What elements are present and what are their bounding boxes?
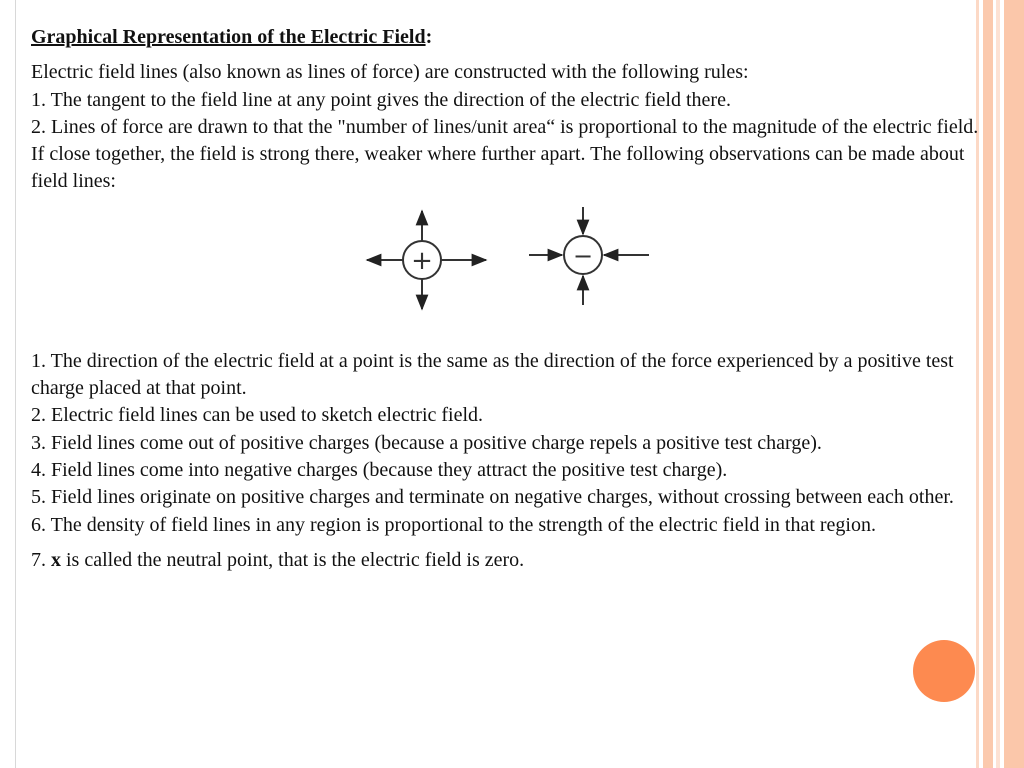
positive-charge (367, 211, 486, 309)
stripe (1004, 0, 1024, 768)
observation-4: 4. Field lines come into negative charges (because they attract the positive test charge). (31, 458, 728, 481)
rule-1: 1. The tangent to the field line at any point gives the direction of the electric field there. (31, 88, 731, 111)
stripe (996, 0, 1000, 768)
left-frame-border (0, 0, 16, 768)
heading-title: Graphical Representation of the Electric Field (31, 26, 426, 48)
observation-7-prefix: 7. (31, 548, 51, 571)
charges-figure (334, 207, 654, 317)
negative-charge (529, 207, 649, 305)
observation-1: 1. The direction of the electric field at a point is the same as the direction of the force experienced by a positive test charge placed at that point. (31, 349, 954, 400)
stripe (983, 0, 993, 768)
decorative-orange-circle (913, 640, 975, 702)
observation-7-text: is called the neutral point, that is the electric field is zero. (61, 548, 525, 571)
positive-sign: + (411, 245, 433, 276)
rule-2: 2. Lines of force are drawn to that the "number of lines/unit area“ is proportional to the magnitude of the electric field. If close together, the field is strong there, weaker where further apart. The following observations can be made about field lines: (31, 115, 979, 193)
observation-2: 2. Electric field lines can be used to sketch electric field. (31, 404, 484, 427)
slide-content (31, 24, 981, 574)
intro-line: Electric field lines (also known as lines of force) are constructed with the following rules: (31, 61, 749, 84)
decorative-stripes (976, 0, 1024, 768)
observation-7 (31, 547, 981, 574)
slide-heading (31, 24, 981, 51)
field-lines-diagram (31, 204, 981, 334)
observation-5: 5. Field lines originate on positive charges and terminate on negative charges, without crossing between each other. (31, 486, 954, 509)
observation-3: 3. Field lines come out of positive charges (because a positive charge repels a positive test charge). (31, 431, 822, 454)
observation-6: 6. The density of field lines in any region is proportional to the strength of the electric field in that region. (31, 513, 876, 536)
negative-sign: − (572, 241, 594, 270)
heading-colon: : (425, 26, 433, 48)
neutral-point-symbol: x (51, 548, 61, 571)
